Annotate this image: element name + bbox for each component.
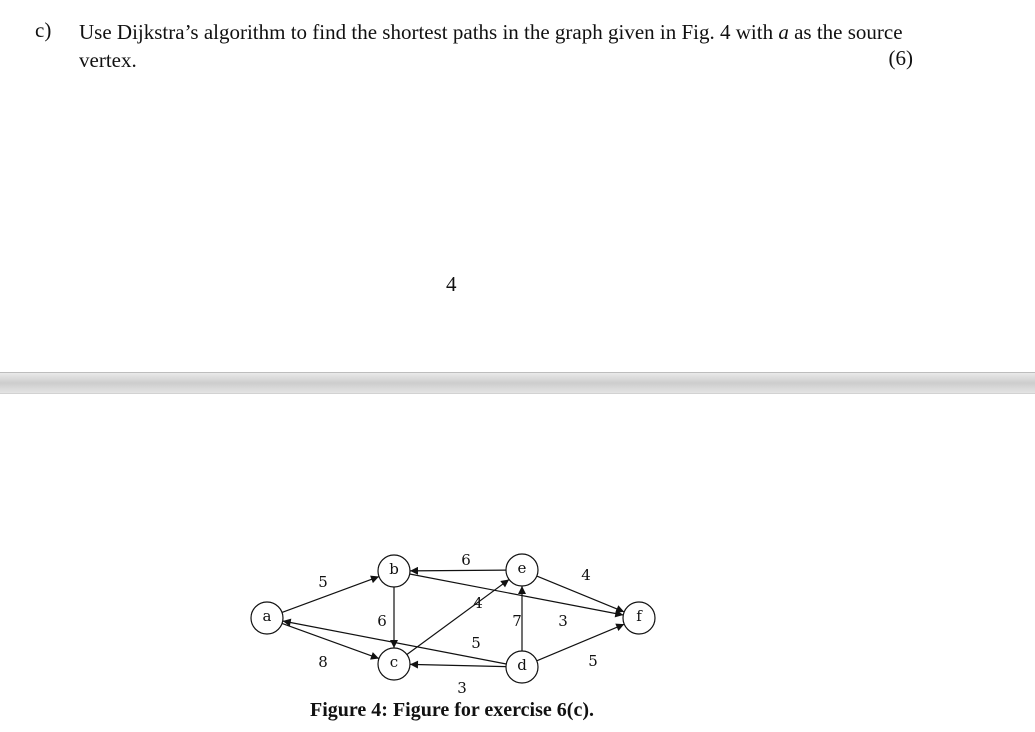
edge-weight-b-f: 3 bbox=[558, 612, 568, 630]
question-text-part1: Use Dijkstra’s algorithm to find the shortest paths in the graph given in Fig. 4 with bbox=[79, 20, 779, 44]
question-label: c) bbox=[35, 18, 52, 42]
vertex-label: a bbox=[262, 607, 272, 625]
edge-d-c bbox=[410, 664, 506, 666]
edge-a-c bbox=[282, 623, 379, 658]
vertex-e bbox=[506, 554, 538, 586]
edge-weight-d-e: 7 bbox=[512, 612, 522, 630]
source-vertex-name: a bbox=[778, 20, 789, 44]
vertex-label: f bbox=[636, 607, 642, 625]
edge-weight-d-c: 3 bbox=[457, 679, 467, 697]
edge-a-b bbox=[282, 577, 379, 613]
edge-d-f bbox=[537, 624, 624, 661]
edge-c-e bbox=[407, 579, 509, 654]
figure-caption: Figure 4: Figure for exercise 6(c). bbox=[310, 699, 594, 721]
vertex-d bbox=[506, 651, 538, 683]
vertex-c bbox=[378, 648, 410, 680]
vertex-label: e bbox=[517, 559, 527, 577]
question-marks: (6) bbox=[888, 46, 913, 70]
edge-weight-d-f: 5 bbox=[588, 652, 598, 670]
vertex-label: c bbox=[389, 653, 399, 671]
vertex-label: b bbox=[389, 560, 399, 578]
vertex-f bbox=[623, 602, 655, 634]
page-number: 4 bbox=[446, 272, 457, 296]
edge-weight-e-f: 4 bbox=[581, 566, 591, 584]
edge-weight-a-b: 5 bbox=[318, 573, 328, 591]
vertex-b bbox=[378, 555, 410, 587]
edge-weight-e-b: 6 bbox=[461, 551, 471, 569]
edge-weight-b-c: 6 bbox=[377, 612, 387, 630]
edge-e-b bbox=[410, 570, 506, 571]
edge-weight-a-c: 8 bbox=[318, 653, 328, 671]
edge-weight-d-a: 5 bbox=[471, 634, 481, 652]
question-text-part2: as the source vertex. bbox=[79, 20, 903, 72]
edge-weight-c-e: 4 bbox=[473, 594, 483, 612]
vertex-a bbox=[251, 602, 283, 634]
vertex-label: d bbox=[517, 656, 527, 674]
